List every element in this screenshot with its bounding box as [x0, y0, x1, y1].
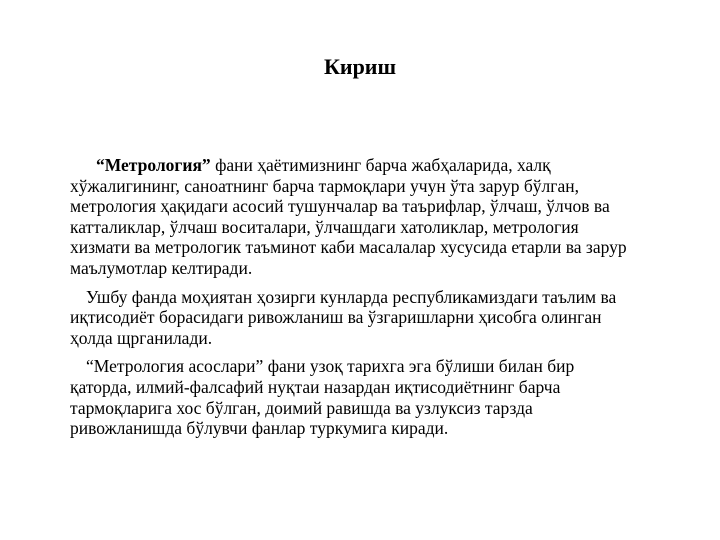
- paragraph-line: хўжалигининг, саноатнинг барча тармоқлари учун ўта зарур бўлган,: [70, 175, 579, 196]
- paragraph-line: қаторда, илмий-фалсафий нуқтаи назардан иқтисодиётнинг барча: [70, 376, 561, 397]
- paragraph-line: “Метрология асослари” фани узоқ тарихга эга бўлиши билан бир: [86, 356, 575, 377]
- slide-title: Кириш: [323, 54, 397, 79]
- paragraph-metrology-basics: [70, 356, 690, 438]
- slide-body: [70, 155, 690, 447]
- paragraph-line: ҳолда щрганилади.: [70, 327, 213, 348]
- paragraph-line: [70, 155, 690, 176]
- paragraph-line: хизмати ва метрологик таъминот каби масалалар хусусида етарли ва зарур: [70, 237, 627, 258]
- paragraph-line: катталиклар, ўлчаш воситалари, ўлчашдаги хатоликлар, метрология: [70, 216, 579, 237]
- paragraph-metrology-intro: [70, 155, 690, 279]
- paragraph-line: Ушбу фанда моҳиятан ҳозирги кунларда республикамиздаги таълим ва: [86, 286, 617, 307]
- paragraph-line: тармоқларига хос бўлган, доимий равишда ва узлуксиз тарзда: [70, 397, 533, 418]
- term-metrology: “Метрология”: [96, 155, 211, 175]
- paragraph-line: метрология ҳақидаги асосий тушунчалар ва таърифлар, ўлчаш, ўлчов ва: [70, 196, 610, 217]
- paragraph-subject-study: [70, 287, 690, 349]
- paragraph-line-text: фани ҳаётимизнинг барча жабҳаларида, халқ: [210, 155, 551, 175]
- paragraph-line: ривожланишда бўлувчи фанлар туркумига киради.: [70, 418, 449, 439]
- paragraph-line: иқтисодиёт борасидаги ривожланиш ва ўзгаришларни ҳисобга олинган: [70, 307, 602, 328]
- paragraph-line: маълумотлар келтиради.: [70, 257, 253, 278]
